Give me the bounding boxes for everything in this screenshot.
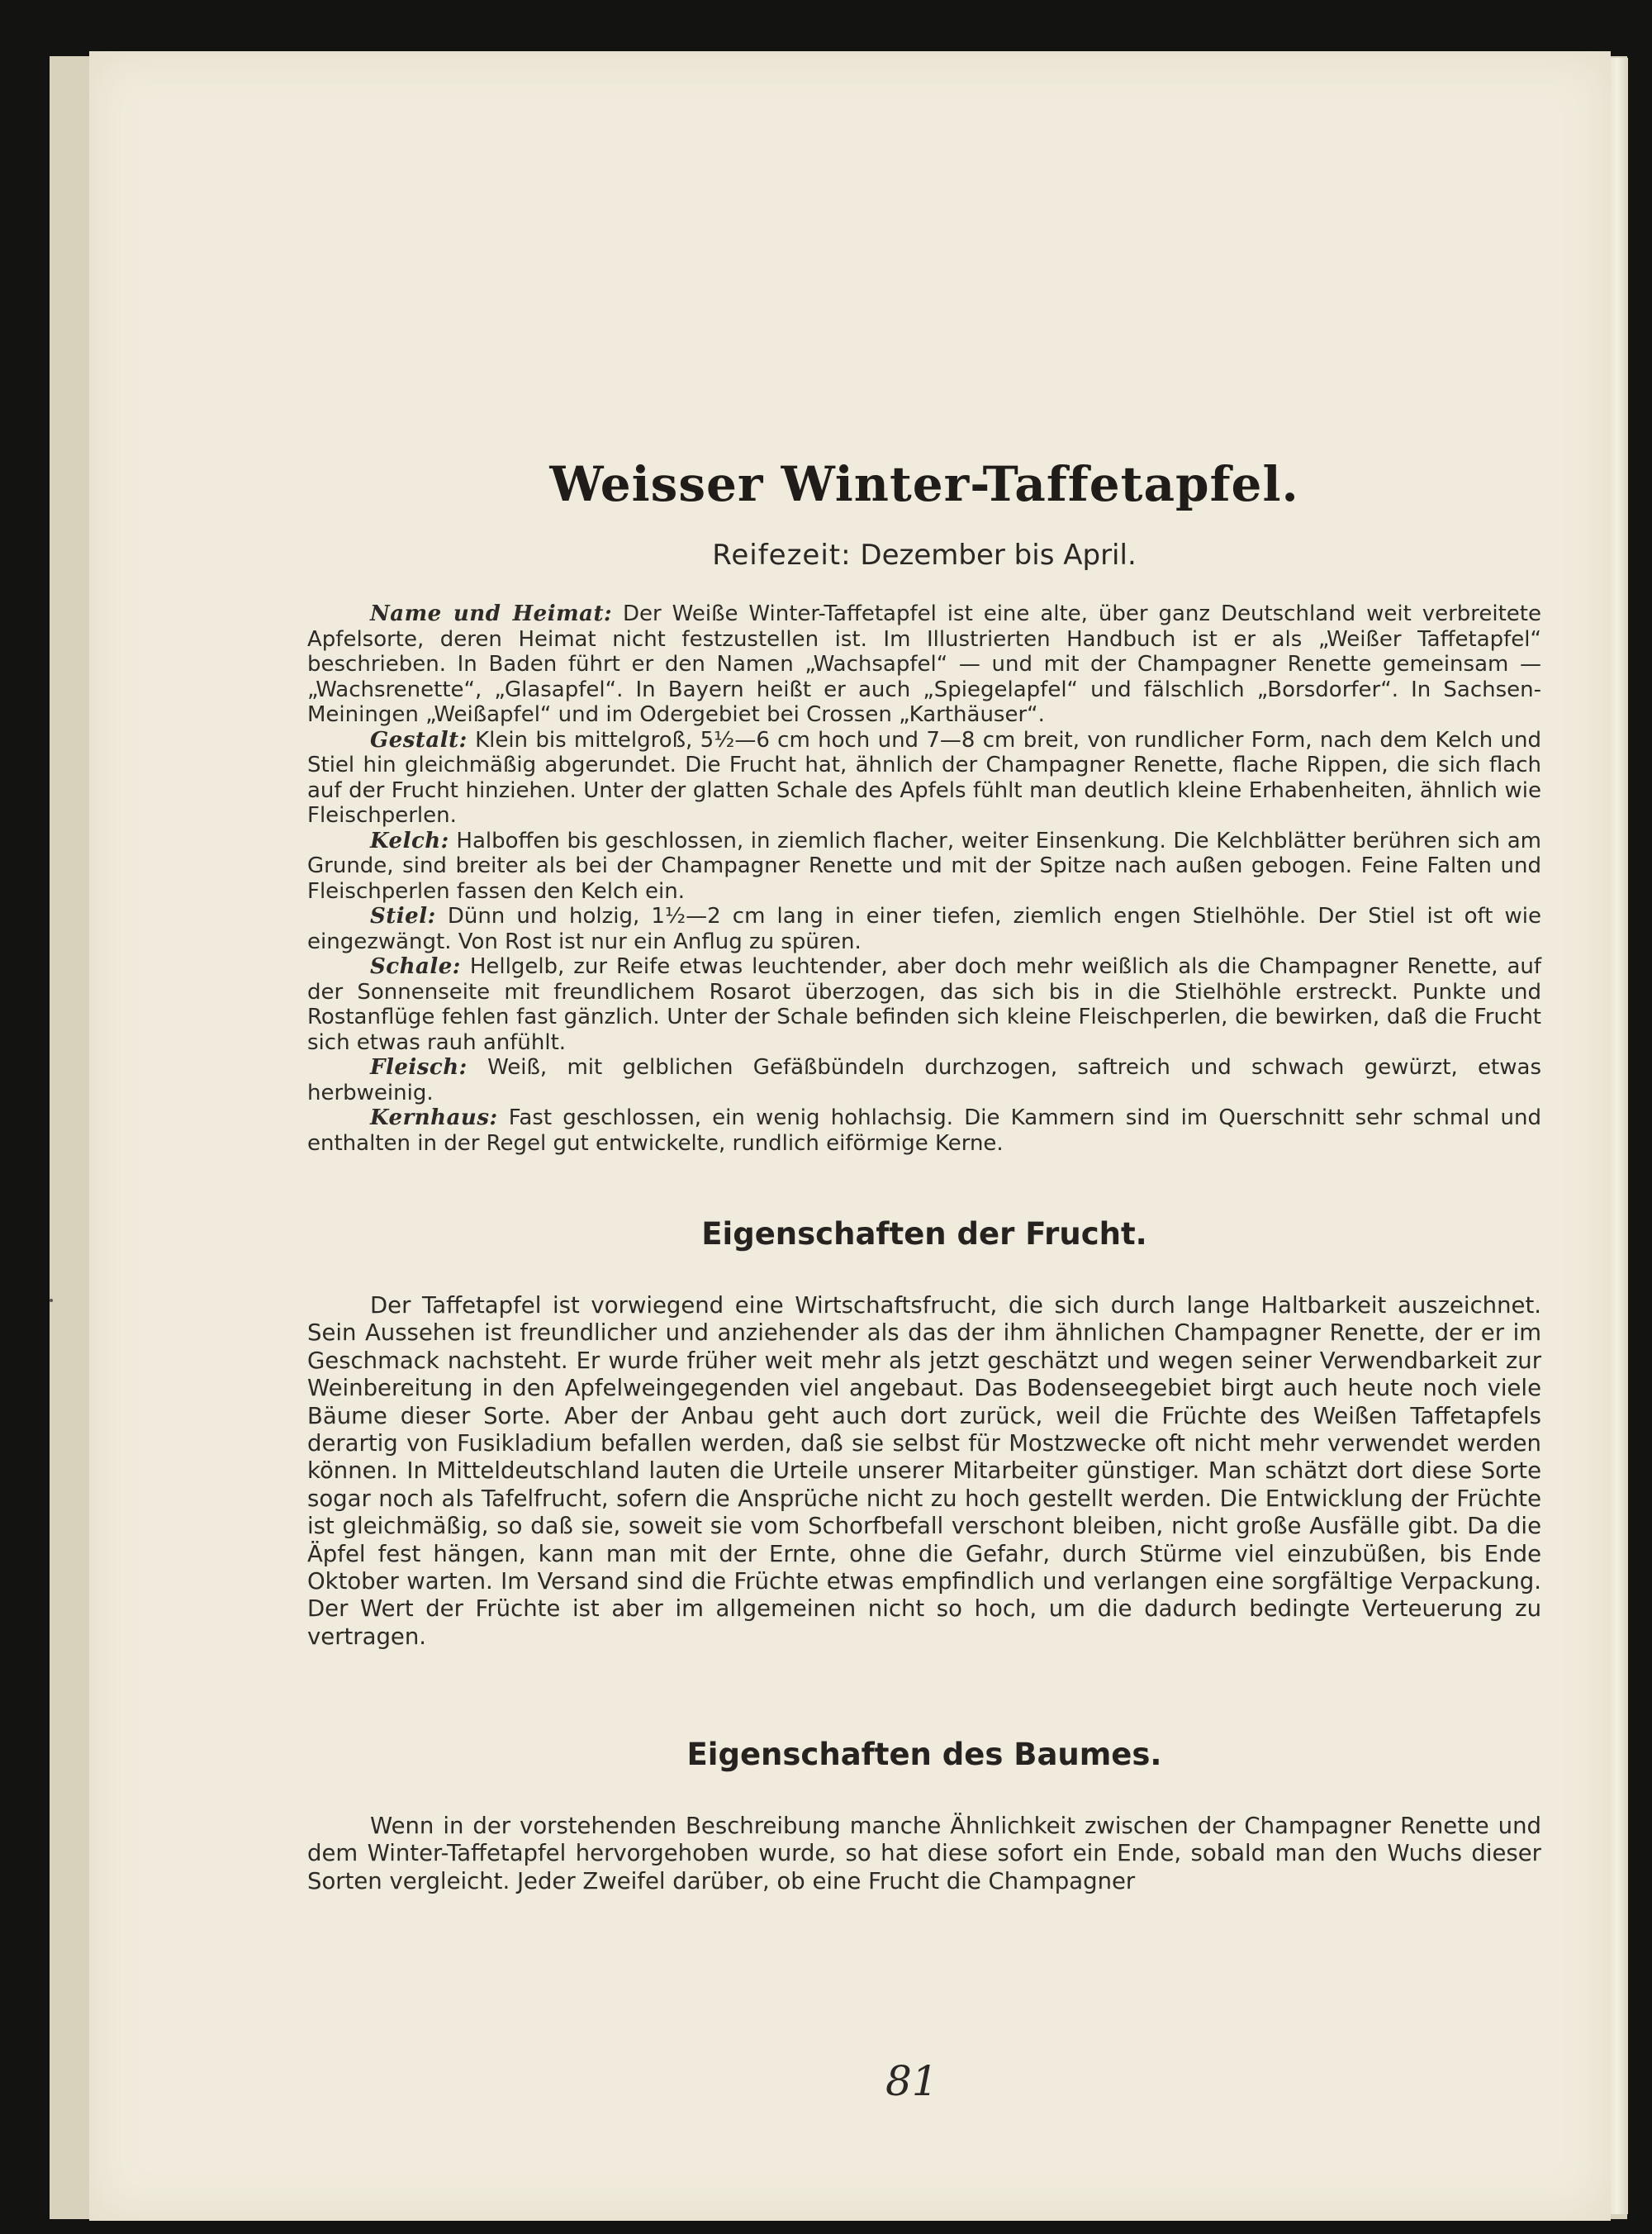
description-paragraph: [307, 601, 1541, 728]
description-lead: Kernhaus:: [370, 1105, 498, 1130]
page-edge: [1609, 58, 1628, 2214]
description-text: Klein bis mittelgroß, 5½—6 cm hoch und 7—8 cm breit, von rundlicher Form, nach dem Kelch und Stiel hin gleichmäßig abgerundet. Die Frucht hat, ähnlich der Champagner Renette, flache Rippen, die sich flach auf der Frucht hinziehen. Unter der glatten Schale des Apfels fühlt man deutlich kleine Erhabenheiten, ähnlich wie Fleischperlen.: [307, 727, 1542, 828]
description-text: Dünn und holzig, 1½—2 cm lang in einer tiefen, ziemlich engen Stielhöhle. Der Stiel ist oft wie eingezwängt. Von Rost ist nur ein Anflug zu spüren.: [307, 904, 1542, 954]
book-page: [89, 51, 1611, 2221]
description-paragraph: [307, 954, 1541, 1055]
fruit-section-body: [307, 1292, 1541, 1651]
fruit-section-heading: Eigenschaften der Frucht.: [701, 1216, 1147, 1252]
fruit-section-text: Der Taffetapfel ist vorwiegend eine Wirtschaftsfrucht, die sich durch lange Haltbarkeit auszeichnet. Sein Aussehen ist freundlicher und anziehender als das der ihm ähnlichen Champagner Renette, der er im Geschmack nachsteht. Er wurde früher weit mehr als jetzt geschätzt und wegen seiner Verwendbarkeit zur Weinbereitung in den Apfelweingegenden viel angebaut. Das Bodenseegebiet birgt auch heute noch viele Bäume dieser Sorte. Aber der Anbau geht auch dort zurück, weil die Früchte des Weißen Taffetapfels derartig von Fusikladium befallen werden, daß sie selbst für Mostzwecke oft nicht mehr verwendet werden können. In Mitteldeutschland lauten die Urteile unserer Mitarbeiter günstiger. Man schätzt dort diese Sorte sogar noch als Tafelfrucht, sofern die Ansprüche nicht zu hoch gestellt werden. Die Entwicklung der Früchte ist gleichmäßig, so daß sie, soweit sie vom Schorfbefall verschont bleiben, nicht große Ausfälle gibt. Da die Äpfel fest hängen, kann man mit der Ernte, ohne die Gefahr, durch Stürme viel einzubüßen, bis Ende Oktober warten. Im Versand sind die Früchte etwas empfindlich und verlangen eine sorgfältige Verpackung. Der Wert der Früchte ist aber im allgemeinen nicht so hoch, um die dadurch bedingte Verteuerung zu vertragen.: [307, 1292, 1541, 1650]
ripeness-value: Dezember bis April.: [860, 539, 1137, 572]
scan-speck: [50, 1299, 53, 1302]
description-paragraph: [307, 904, 1541, 954]
ripeness-label: Reifezeit:: [712, 539, 852, 572]
description-paragraph: [307, 1105, 1541, 1156]
description-lead: Fleisch:: [370, 1055, 468, 1080]
description-lead: Schale:: [370, 954, 461, 979]
ripeness-line: [307, 539, 1541, 572]
description-paragraph: [307, 829, 1541, 905]
description-block: [307, 601, 1541, 1156]
description-paragraph: [307, 728, 1541, 829]
tree-section-text: Wenn in der vorstehenden Beschreibung manche Ähnlichkeit zwischen der Champagner Renette und dem Winter-Taffetapfel hervorgehoben wurde, so hat diese sofort ein Ende, sobald man den Wuchs dieser Sorten vergleicht. Jeder Zweifel darüber, ob eine Frucht die Champagner: [307, 1813, 1541, 1894]
tree-section-body: [307, 1813, 1541, 1895]
description-text: Fast geschlossen, ein wenig hohlachsig. Die Kammern sind im Querschnitt sehr schmal und enthalten in der Regel gut entwickelte, rundlich eiförmige Kerne.: [307, 1105, 1542, 1156]
description-lead: Name und Heimat:: [370, 601, 613, 626]
description-paragraph: [307, 1055, 1541, 1105]
page-title: Weisser Winter-Taffetapfel.: [549, 456, 1299, 512]
description-lead: Kelch:: [370, 828, 449, 853]
description-text: Der Weiße Winter-Taffetapfel ist eine alte, über ganz Deutschland weit verbreitete Apfelsorte, deren Heimat nicht festzustellen ist. Im Illustrierten Handbuch ist er als „Weißer Taffetapfel“ beschrieben. In Baden führt er den Namen „Wachsapfel“ — und mit der Champagner Renette gemeinsam — „Wachsrenette“, „Glasapfel“. In Bayern heißt er auch „Spiegelapfel“ und fälschlich „Borsdorfer“. In Sachsen-Meiningen „Weißapfel“ und im Odergebiet bei Crossen „Karthäuser“.: [307, 601, 1541, 727]
page-number: 81: [885, 2057, 938, 2105]
description-text: Halboffen bis geschlossen, in ziemlich flacher, weiter Einsenkung. Die Kelchblätter berühren sich am Grunde, sind breiter als bei der Champagner Renette und mit der Spitze nach außen gebogen. Feine Falten und Fleischperlen fassen den Kelch ein.: [307, 828, 1542, 904]
description-text: Weiß, mit gelblichen Gefäßbündeln durchzogen, saftreich und schwach gewürzt, etwas herbweinig.: [307, 1055, 1541, 1105]
description-lead: Stiel:: [370, 904, 436, 929]
description-lead: Gestalt:: [370, 727, 468, 753]
tree-section-heading: Eigenschaften des Baumes.: [686, 1737, 1162, 1772]
description-text: Hellgelb, zur Reife etwas leuchtender, aber doch mehr weißlich als die Champagner Renette, auf der Sonnenseite mit freundlichem Rosarot überzogen, das sich bis in die Stielhöhle erstreckt. Punkte und Rostanflüge fehlen fast gänzlich. Unter der Schale befinden sich kleine Fleischperlen, die bewirken, daß die Frucht sich etwas rauh anfühlt.: [307, 954, 1542, 1055]
